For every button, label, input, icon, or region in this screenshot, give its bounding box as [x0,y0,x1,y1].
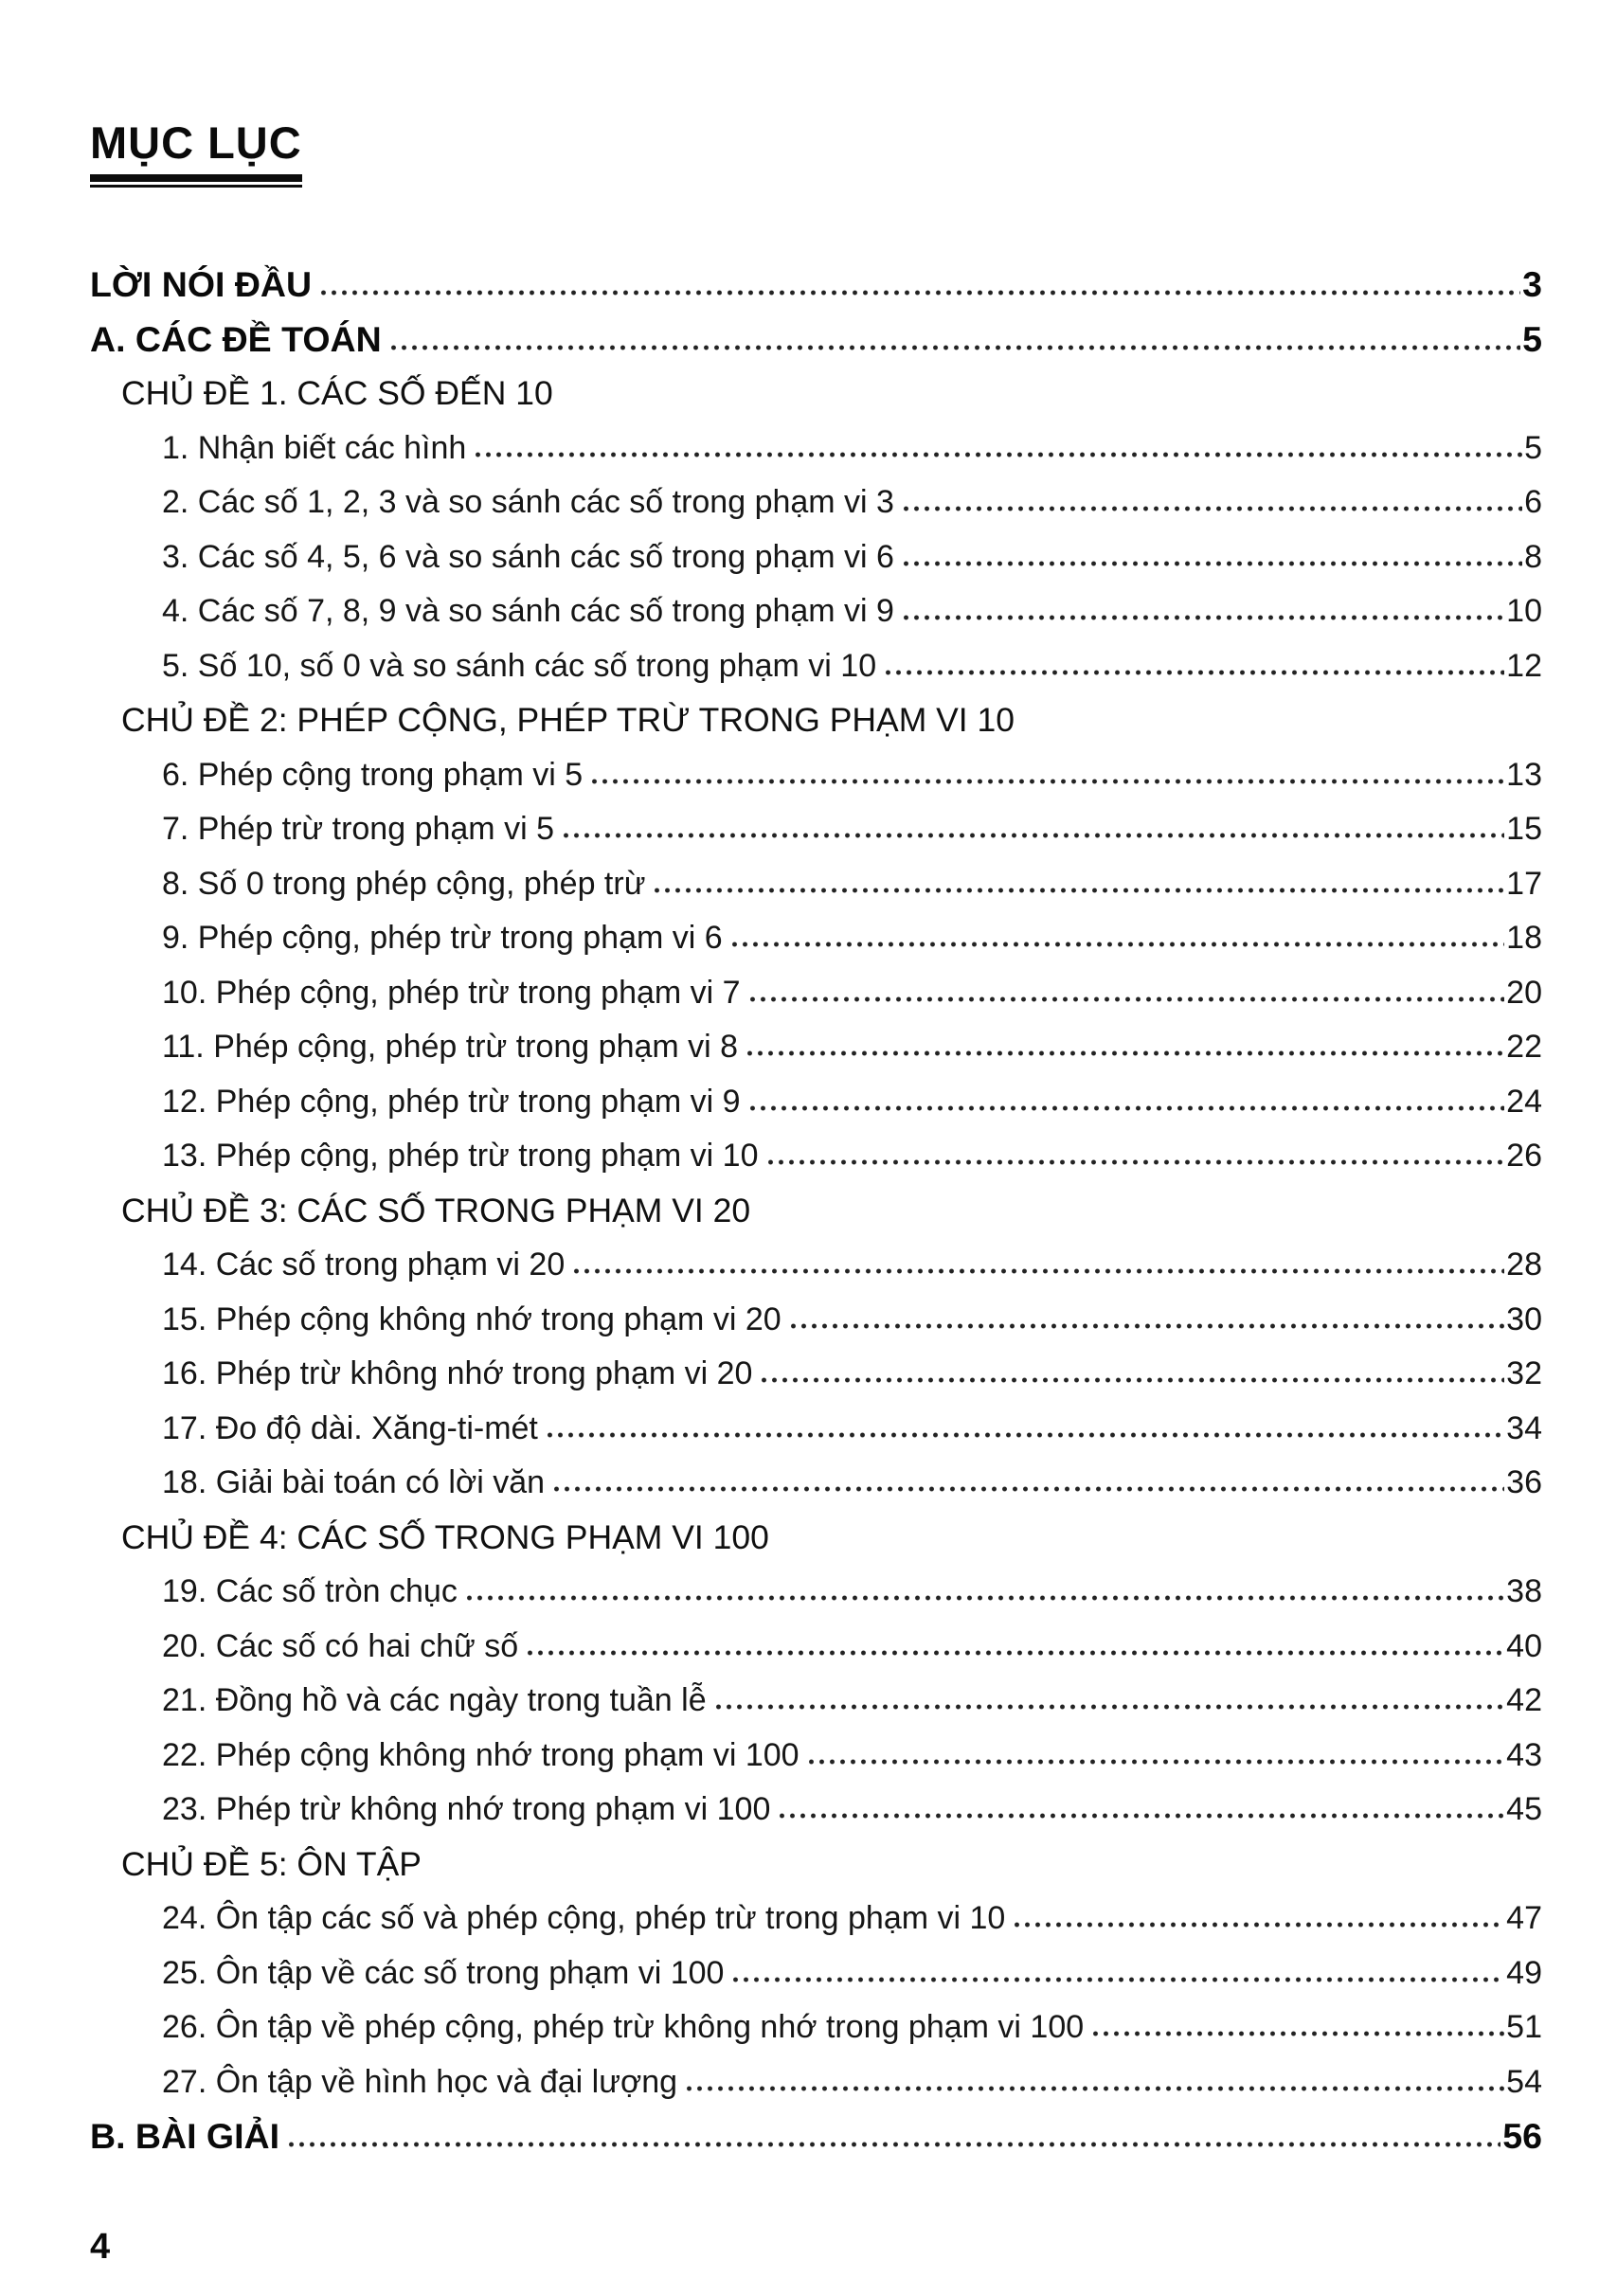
toc-entry [90,367,1542,422]
toc-dot-leader [761,1376,1504,1384]
toc-entry-label: 11. Phép cộng, phép trừ trong phạm vi 8 [162,1029,739,1066]
toc-entry [90,530,1542,585]
toc-entry-label: 16. Phép trừ không nhớ trong phạm vi 20 [162,1355,753,1392]
toc-entry [90,1729,1542,1784]
toc-dot-leader [903,505,1522,512]
toc-entry [90,639,1542,694]
toc-entry [90,1402,1542,1457]
toc-entry-page: 36 [1506,1464,1542,1501]
toc-entry-page: 32 [1506,1355,1542,1392]
toc-entry-page: 38 [1506,1573,1542,1610]
toc-list [90,258,1542,2164]
toc-dot-leader [563,832,1504,839]
toc-entry-label: 25. Ôn tập về các số trong phạm vi 100 [162,1954,725,1991]
toc-entry-page: 22 [1506,1029,1542,1066]
toc-entry-page: 26 [1506,1138,1542,1175]
toc-entry-page: 24 [1506,1083,1542,1120]
toc-entry-page: 20 [1506,974,1542,1011]
toc-entry-label: 17. Đo độ dài. Xăng-ti-mét [162,1409,538,1446]
toc-entry-page: 54 [1506,2063,1542,2100]
toc-dot-leader [903,560,1522,567]
toc-entry-label: 10. Phép cộng, phép trừ trong phạm vi 7 [162,974,741,1011]
toc-entry [90,1129,1542,1184]
toc-entry-label: 12. Phép cộng, phép trừ trong phạm vi 9 [162,1083,741,1120]
toc-entry-page: 45 [1506,1791,1542,1828]
toc-entry-label: 8. Số 0 trong phép cộng, phép trừ [162,865,646,902]
toc-entry-label: CHỦ ĐỀ 3: CÁC SỐ TRONG PHẠM VI 20 [121,1191,751,1229]
toc-entry [90,1620,1542,1675]
toc-entry-label: 20. Các số có hai chữ số [162,1627,519,1664]
toc-entry-label: 19. Các số tròn chục [162,1573,458,1610]
toc-entry-page: 47 [1506,1900,1542,1937]
toc-entry [90,1838,1542,1892]
toc-entry [90,1293,1542,1348]
toc-dot-leader [749,1104,1505,1112]
toc-entry [90,966,1542,1021]
toc-entry-label: 14. Các số trong phạm vi 20 [162,1247,566,1283]
toc-entry [90,911,1542,966]
toc-entry-page: 5 [1524,429,1542,466]
toc-entry-label: B. BÀI GIẢI [90,2116,280,2157]
toc-dot-leader [885,669,1504,676]
toc-dot-leader [390,344,1520,351]
toc-dot-leader [573,1267,1504,1275]
toc-entry-page: 8 [1524,538,1542,575]
toc-entry-label: 24. Ôn tập các số và phép cộng, phép trừ trong phạm vi 10 [162,1900,1006,1937]
toc-entry-label: CHỦ ĐỀ 5: ÔN TẬP [121,1844,422,1883]
toc-entry [90,1184,1542,1239]
toc-entry [90,1347,1542,1402]
toc-entry-label: 26. Ôn tập về phép cộng, phép trừ không nhớ trong phạm vi 100 [162,2009,1085,2046]
toc-entry [90,313,1542,368]
toc-entry-label: 23. Phép trừ không nhớ trong phạm vi 100 [162,1791,771,1828]
toc-entry-page: 12 [1506,647,1542,684]
toc-dot-leader [1014,1921,1504,1928]
toc-dot-leader [767,1158,1505,1166]
toc-entry [90,475,1542,530]
toc-entry-page: 49 [1506,1954,1542,1991]
toc-entry [90,1892,1542,1946]
toc-dot-leader [731,941,1504,948]
toc-entry-label: 15. Phép cộng không nhớ trong phạm vi 20 [162,1300,782,1337]
toc-entry-page: 3 [1522,264,1542,305]
toc-dot-leader [746,1049,1504,1057]
toc-entry-label: 5. Số 10, số 0 và so sánh các số trong phạm vi 10 [162,647,877,684]
toc-entry [90,1456,1542,1511]
toc-entry-page: 17 [1506,865,1542,902]
toc-entry [90,1075,1542,1130]
toc-dot-leader [527,1649,1504,1657]
toc-entry [90,2055,1542,2110]
toc-entry-page: 42 [1506,1682,1542,1719]
toc-dot-leader [1092,2030,1504,2037]
toc-dot-leader [903,614,1504,621]
toc-entry-label: 22. Phép cộng không nhớ trong phạm vi 100 [162,1736,800,1773]
toc-entry-label: A. CÁC ĐỀ TOÁN [90,318,382,359]
toc-entry [90,584,1542,639]
toc-dot-leader [475,451,1522,458]
toc-entry-label: CHỦ ĐỀ 4: CÁC SỐ TRONG PHẠM VI 100 [121,1517,769,1556]
folio-page-number: 4 [90,2227,111,2267]
toc-entry-page: 28 [1506,1247,1542,1283]
page-header [90,119,302,188]
toc-entry-label: 6. Phép cộng trong phạm vi 5 [162,756,584,793]
page-title: MỤC LỤC [90,117,302,168]
toc-dot-leader [790,1322,1505,1330]
title-underline-thin-bar [90,185,302,188]
toc-entry [90,1565,1542,1620]
toc-entry [90,2109,1542,2164]
toc-entry-label: 2. Các số 1, 2, 3 và so sánh các số trong phạm vi 3 [162,484,894,521]
title-underline-thick-bar [90,174,302,182]
toc-dot-leader [779,1812,1504,1820]
toc-entry-page: 10 [1506,593,1542,630]
toc-entry [90,422,1542,476]
toc-dot-leader [288,2141,1500,2148]
toc-entry-page: 15 [1506,811,1542,848]
toc-entry [90,1783,1542,1838]
toc-entry-page: 56 [1502,2116,1542,2157]
toc-dot-leader [732,1976,1504,1983]
toc-entry [90,1946,1542,2001]
toc-dot-leader [466,1594,1504,1602]
toc-entry-page: 40 [1506,1627,1542,1664]
toc-dot-leader [686,2085,1504,2092]
toc-entry [90,1020,1542,1075]
toc-entry-label: 3. Các số 4, 5, 6 và so sánh các số trong phạm vi 6 [162,538,894,575]
toc-entry-page: 5 [1522,318,1542,359]
toc-entry [90,1511,1542,1566]
toc-dot-leader [749,996,1505,1003]
toc-entry-page: 30 [1506,1300,1542,1337]
toc-entry [90,802,1542,857]
toc-entry-page: 34 [1506,1409,1542,1446]
toc-dot-leader [808,1758,1505,1766]
toc-dot-leader [320,289,1520,296]
toc-dot-leader [654,887,1504,894]
toc-entry-label: 27. Ôn tập về hình học và đại lượng [162,2063,678,2100]
toc-entry-label: 4. Các số 7, 8, 9 và so sánh các số trong phạm vi 9 [162,593,894,630]
toc-entry [90,1238,1542,1293]
toc-entry [90,693,1542,748]
toc-entry [90,2000,1542,2055]
toc-dot-leader [553,1485,1504,1493]
toc-entry [90,1674,1542,1729]
title-underline [90,174,302,188]
toc-dot-leader [547,1431,1504,1439]
toc-entry-page: 43 [1506,1736,1542,1773]
toc-dot-leader [715,1703,1505,1711]
toc-entry-label: LỜI NÓI ĐẦU [90,264,313,305]
toc-entry-page: 18 [1506,920,1542,957]
toc-entry-page: 13 [1506,756,1542,793]
toc-entry-label: CHỦ ĐỀ 2: PHÉP CỘNG, PHÉP TRỪ TRONG PHẠM VI 10 [121,701,1015,740]
toc-entry [90,857,1542,912]
toc-entry [90,258,1542,313]
toc-entry-page: 51 [1506,2009,1542,2046]
toc-entry-label: 7. Phép trừ trong phạm vi 5 [162,811,554,848]
toc-entry-label: 13. Phép cộng, phép trừ trong phạm vi 10 [162,1138,759,1175]
toc-entry-label: 18. Giải bài toán có lời văn [162,1464,546,1501]
toc-entry-label: 9. Phép cộng, phép trừ trong phạm vi 6 [162,920,723,957]
toc-dot-leader [591,778,1504,785]
toc-entry-page: 6 [1524,484,1542,521]
toc-entry [90,748,1542,803]
toc-entry-label: 21. Đồng hồ và các ngày trong tuần lễ [162,1682,707,1719]
toc-entry-label: 1. Nhận biết các hình [162,429,467,466]
toc-entry-label: CHỦ ĐỀ 1. CÁC SỐ ĐẾN 10 [121,374,553,413]
